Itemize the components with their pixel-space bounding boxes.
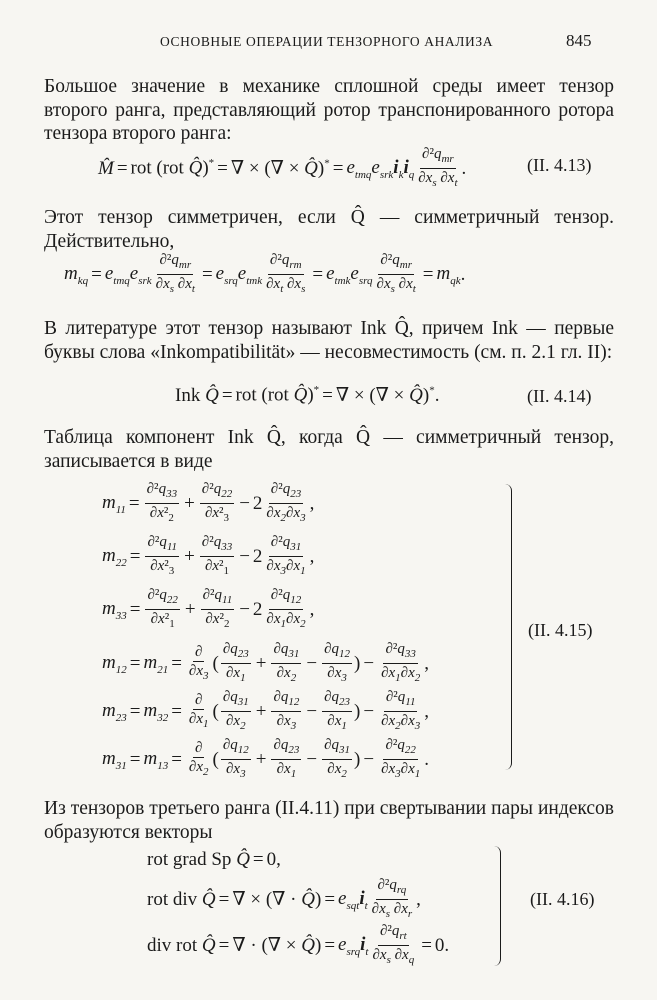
equation-m31: $m_{31}$ = $m_{13}$ = $\frac{\partial}{\partial x_2}$ ( $\frac{\partial q_{12}}{\partial x_3}$ + $\frac{\partial q_{23}}{\partial x_1}$ − $\frac{\partial q_{31}}{\partial x_2}$ ) − $\frac{\partial^2q_{22}}{\partial x_3\partial x_1}$ . bbox=[102, 737, 430, 780]
paragraph-2: Этот тензор симметричен, если Q̂ — симметричный тензор. Действительно, bbox=[44, 207, 614, 252]
paragraph-5: Из тензоров третьего ранга (II.4.11) при свертывании пары индексов образуются векторы bbox=[44, 798, 614, 843]
paragraph-1: Большое значение в механике сплошной среды имеет тензор второго ранга, представляющий ротор транспонированного ротора тензора второго ранга: bbox=[44, 76, 614, 144]
equation-m11: $m_{11}$ = $\frac{\partial^2q_{33}}{\partial x^2_2}$ + $\frac{\partial^2q_{22}}{\partial x^2_3}$ − 2 $\frac{\partial^2q_{23}}{\partial x_2\partial x_3}$ , bbox=[102, 481, 315, 524]
equation-m33: $m_{33}$ = $\frac{\partial^2q_{22}}{\partial x^2_1}$ + $\frac{\partial^2q_{11}}{\partial x^2_2}$ − 2 $\frac{\partial^2q_{12}}{\partial x_1\partial x_2}$ , bbox=[102, 587, 315, 630]
right-brace-ii-4-16 bbox=[494, 846, 501, 966]
running-header: ОСНОВНЫЕ ОПЕРАЦИИ ТЕНЗОРНОГО АНАЛИЗА bbox=[160, 34, 494, 49]
equation-ii-4-13: M̂ = rot (rot Q̂)* = ∇ × (∇ × Q̂)* = $e_{tmq}e_{srk}i_ki_q$ $\frac{\partial^2q_{mr}}{\partial x_s \partial x_t}$ . bbox=[98, 146, 467, 189]
right-brace-ii-4-15 bbox=[505, 484, 512, 770]
equation-rot-grad-sp: rot grad Sp Q̂ = 0, bbox=[147, 849, 281, 870]
equation-number-ii-4-13: (II. 4.13) bbox=[527, 155, 592, 175]
equation-m22: $m_{22}$ = $\frac{\partial^2q_{11}}{\partial x^2_3}$ + $\frac{\partial^2q_{33}}{\partial x^2_1}$ − 2 $\frac{\partial^2q_{31}}{\partial x_3\partial x_1}$ , bbox=[102, 534, 315, 577]
equation-symmetry: $m_{kq}$ = $e_{tmq}e_{srk}$ $\frac{\partial^2q_{mr}}{\partial x_s \partial x_t}$ = $e_{srq}e_{tmk}$ $\frac{\partial^2q_{rm}}{\partial x_t \partial x_s}$ = $e_{tmk}e_{srq}$ $\frac{\partial^2q_{mr}}{\partial x_s \partial x_t}$ = $m_{qk}$ . bbox=[64, 252, 466, 295]
page-number: 845 bbox=[566, 31, 592, 50]
equation-m12: $m_{12}$ = $m_{21}$ = $\frac{\partial}{\partial x_3}$ ( $\frac{\partial q_{23}}{\partial x_1}$ + $\frac{\partial q_{31}}{\partial x_2}$ − $\frac{\partial q_{12}}{\partial x_3}$ ) − $\frac{\partial^2q_{33}}{\partial x_1\partial x_2}$ , bbox=[102, 641, 430, 684]
paragraph-3: В литературе этот тензор называют Ink Q̂, причем Ink — первые буквы слова «Inkompatibilität» — несовместимость (см. п. 2.1 гл. II): bbox=[44, 318, 614, 363]
equation-rot-div: rot div Q̂ = ∇ × (∇ · Q̂) = $e_{sqt}i_t$ $\frac{\partial^2q_{rq}}{\partial x_s \partial x_r}$ , bbox=[147, 877, 421, 920]
equation-ii-4-14: Ink Q̂ = rot (rot Q̂)* = ∇ × (∇ × Q̂)*. bbox=[175, 384, 440, 406]
paragraph-4: Таблица компонент Ink Q̂, когда Q̂ — симметричный тензор, записывается в виде bbox=[44, 427, 614, 472]
equation-div-rot: div rot Q̂ = ∇ · (∇ × Q̂) = $e_{srq}i_t$ $\frac{\partial^2q_{rt}}{\partial x_s \partial x_q}$ = 0. bbox=[147, 923, 450, 966]
equation-number-ii-4-16: (II. 4.16) bbox=[530, 889, 595, 909]
equation-m23: $m_{23}$ = $m_{32}$ = $\frac{\partial}{\partial x_1}$ ( $\frac{\partial q_{31}}{\partial x_2}$ + $\frac{\partial q_{12}}{\partial x_3}$ − $\frac{\partial q_{23}}{\partial x_1}$ ) − $\frac{\partial^2q_{11}}{\partial x_2\partial x_3}$ , bbox=[102, 689, 430, 732]
equation-number-ii-4-14: (II. 4.14) bbox=[527, 386, 592, 406]
equation-number-ii-4-15: (II. 4.15) bbox=[528, 620, 593, 640]
